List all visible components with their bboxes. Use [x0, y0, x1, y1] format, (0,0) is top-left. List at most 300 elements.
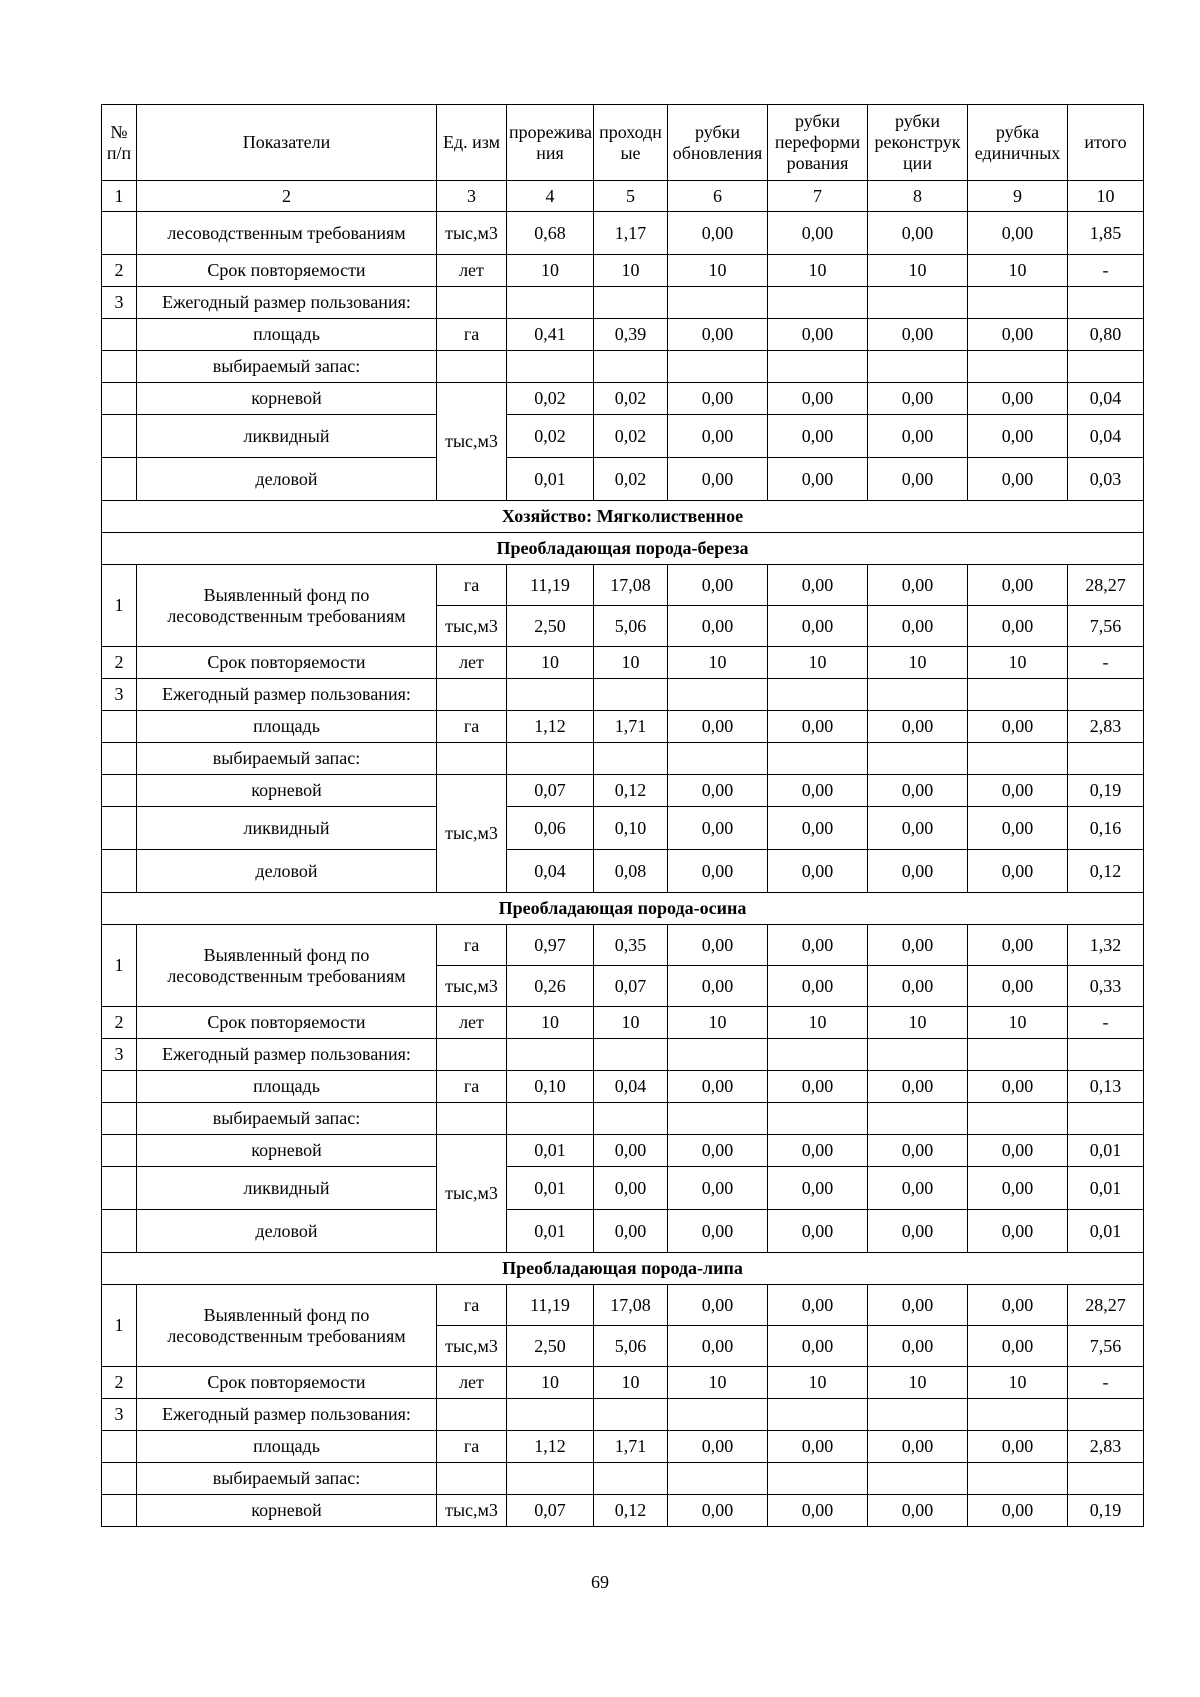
value-cell: 0,00	[868, 1326, 968, 1367]
row-number: 3	[102, 287, 137, 319]
value-cell: 0,00	[668, 565, 768, 606]
empty-cell	[868, 1463, 968, 1495]
row-number	[102, 1135, 137, 1167]
value-cell: 0,12	[594, 775, 668, 807]
value-cell: 10	[968, 647, 1068, 679]
value-cell: 0,00	[668, 850, 768, 893]
root-row	[102, 1135, 1144, 1167]
empty-cell	[868, 1399, 968, 1431]
page-number: 69	[591, 1572, 609, 1592]
row-number	[102, 1103, 137, 1135]
header-reformation: рубки переформи рования	[768, 105, 868, 181]
unit-cell: лет	[437, 255, 507, 287]
col-number: 8	[868, 181, 968, 212]
value-cell: 10	[868, 255, 968, 287]
value-cell: 0,12	[1068, 850, 1144, 893]
value-cell: 0,01	[1068, 1167, 1144, 1210]
value-cell: 0,07	[594, 966, 668, 1007]
indicator-label: корневой	[137, 383, 437, 415]
fund-row	[102, 925, 1144, 966]
value-cell: 0,00	[768, 807, 868, 850]
indicator-label: Срок повторяемости	[137, 1367, 437, 1399]
empty-cell	[668, 1103, 768, 1135]
value-cell: 2,83	[1068, 711, 1144, 743]
value-cell: 0,00	[968, 1071, 1068, 1103]
col-number: 6	[668, 181, 768, 212]
header-passing: проходн ые	[594, 105, 668, 181]
fund-label-line2: лесоводственным требованиям	[167, 1325, 406, 1346]
value-cell: 1,12	[507, 1431, 594, 1463]
value-cell: 0,00	[768, 565, 868, 606]
value-cell: 0,26	[507, 966, 594, 1007]
value-cell: 10	[507, 1007, 594, 1039]
fund-row	[102, 565, 1144, 606]
table-header-row	[102, 105, 1144, 181]
value-cell: 0,00	[668, 807, 768, 850]
business-row	[102, 850, 1144, 893]
empty-cell	[768, 287, 868, 319]
unit-cell: га	[437, 319, 507, 351]
empty-cell	[668, 743, 768, 775]
value-cell: 0,00	[768, 415, 868, 458]
empty-cell	[594, 1039, 668, 1071]
value-cell: 0,00	[668, 319, 768, 351]
value-cell: 0,00	[768, 458, 868, 501]
harvest-table	[101, 104, 1144, 1527]
row-number: 1	[102, 925, 137, 1007]
value-cell: 0,00	[868, 212, 968, 255]
empty-cell	[1068, 1463, 1144, 1495]
empty-cell	[437, 1103, 507, 1135]
value-cell: 0,00	[668, 606, 768, 647]
value-cell: 0,00	[968, 1431, 1068, 1463]
indicator-label: Ежегодный размер пользования:	[137, 1039, 437, 1071]
root-row	[102, 383, 1144, 415]
empty-cell	[594, 679, 668, 711]
unit-cell: тыс,м3	[437, 1326, 507, 1367]
header-total: итого	[1068, 105, 1144, 181]
value-cell: 0,00	[668, 925, 768, 966]
empty-cell	[968, 1103, 1068, 1135]
empty-cell	[507, 1399, 594, 1431]
unit-cell: лет	[437, 647, 507, 679]
header-single: рубка единичных	[968, 105, 1068, 181]
value-cell: 0,00	[768, 1167, 868, 1210]
row-number	[102, 807, 137, 850]
indicator-label: ликвидный	[137, 807, 437, 850]
header-unit: Ед. изм	[437, 105, 507, 181]
value-cell: 0,00	[968, 415, 1068, 458]
empty-cell	[668, 351, 768, 383]
value-cell: 0,00	[968, 1495, 1068, 1527]
indicator-label: Ежегодный размер пользования:	[137, 1399, 437, 1431]
value-cell: 10	[594, 255, 668, 287]
value-cell: 0,01	[507, 1135, 594, 1167]
section-title: Преобладающая порода-осина	[102, 893, 1144, 925]
empty-cell	[668, 1399, 768, 1431]
row-number: 2	[102, 255, 137, 287]
row-number	[102, 383, 137, 415]
empty-cell	[868, 679, 968, 711]
value-cell: 0,00	[668, 1431, 768, 1463]
fund-label	[137, 925, 437, 1007]
value-cell: 1,12	[507, 711, 594, 743]
empty-cell	[437, 1039, 507, 1071]
value-cell: 0,00	[668, 1135, 768, 1167]
value-cell: 0,00	[668, 1495, 768, 1527]
value-cell: 0,00	[968, 1210, 1068, 1253]
value-cell: 0,00	[668, 1210, 768, 1253]
indicator-label: выбираемый запас:	[137, 351, 437, 383]
value-cell: 10	[668, 1007, 768, 1039]
value-cell: 10	[868, 1367, 968, 1399]
stock-row	[102, 1103, 1144, 1135]
row-number	[102, 850, 137, 893]
value-cell: 0,00	[868, 711, 968, 743]
empty-cell	[968, 743, 1068, 775]
empty-cell	[594, 743, 668, 775]
empty-cell	[768, 1399, 868, 1431]
value-cell: 0,00	[768, 925, 868, 966]
value-cell: 10	[594, 1007, 668, 1039]
section-row	[102, 501, 1144, 533]
annual-row	[102, 1399, 1144, 1431]
empty-cell	[437, 1463, 507, 1495]
indicator-label: деловой	[137, 1210, 437, 1253]
stock-row	[102, 743, 1144, 775]
value-cell: 0,08	[594, 850, 668, 893]
value-cell: 10	[668, 647, 768, 679]
value-cell: 0,00	[668, 212, 768, 255]
value-cell: 0,04	[594, 1071, 668, 1103]
row-number	[102, 458, 137, 501]
value-cell: 0,12	[594, 1495, 668, 1527]
value-cell: 0,00	[768, 850, 868, 893]
value-cell: 2,83	[1068, 1431, 1144, 1463]
value-cell: 0,02	[594, 415, 668, 458]
unit-cell: га	[437, 1071, 507, 1103]
liquid-row	[102, 415, 1144, 458]
fund-label-line2: лесоводственным требованиям	[167, 965, 406, 986]
annual-row	[102, 1039, 1144, 1071]
empty-cell	[968, 1399, 1068, 1431]
row-number: 1	[102, 1285, 137, 1367]
value-cell: 0,01	[507, 1210, 594, 1253]
section-row	[102, 893, 1144, 925]
value-cell: 0,00	[668, 1167, 768, 1210]
value-cell: 0,00	[868, 850, 968, 893]
indicator-label: Срок повторяемости	[137, 255, 437, 287]
empty-cell	[507, 679, 594, 711]
business-row	[102, 458, 1144, 501]
value-cell: 0,03	[1068, 458, 1144, 501]
value-cell: 0,02	[507, 383, 594, 415]
empty-cell	[668, 1039, 768, 1071]
value-cell: 0,00	[668, 383, 768, 415]
fund-label-line1: Выявленный фонд по	[203, 944, 370, 965]
value-cell: 11,19	[507, 565, 594, 606]
fund-label-line1: Выявленный фонд по	[203, 1304, 370, 1325]
row-number	[102, 743, 137, 775]
value-cell: 1,71	[594, 711, 668, 743]
col-number: 1	[102, 181, 137, 212]
indicator-label: корневой	[137, 1135, 437, 1167]
value-cell: 0,07	[507, 1495, 594, 1527]
empty-cell	[507, 1103, 594, 1135]
value-cell: 28,27	[1068, 1285, 1144, 1326]
value-cell: 0,39	[594, 319, 668, 351]
value-cell: 0,00	[968, 850, 1068, 893]
value-cell: 0,00	[868, 565, 968, 606]
value-cell: 0,00	[968, 1326, 1068, 1367]
empty-cell	[594, 351, 668, 383]
value-cell: 10	[768, 1367, 868, 1399]
value-cell: 0,01	[507, 1167, 594, 1210]
empty-cell	[968, 679, 1068, 711]
value-cell: 0,02	[594, 383, 668, 415]
empty-cell	[594, 287, 668, 319]
indicator-label: выбираемый запас:	[137, 743, 437, 775]
empty-cell	[507, 1463, 594, 1495]
value-cell: 0,00	[668, 775, 768, 807]
value-cell: 10	[968, 1007, 1068, 1039]
empty-cell	[868, 1103, 968, 1135]
value-cell: 0,00	[668, 1071, 768, 1103]
col-number: 9	[968, 181, 1068, 212]
empty-cell	[437, 743, 507, 775]
col-number: 10	[1068, 181, 1144, 212]
value-cell: 0,00	[968, 807, 1068, 850]
value-cell: 0,00	[768, 1326, 868, 1367]
row-number	[102, 351, 137, 383]
value-cell: 0,00	[768, 1495, 868, 1527]
business-row	[102, 1210, 1144, 1253]
empty-cell	[768, 351, 868, 383]
value-cell: 0,00	[968, 1135, 1068, 1167]
col-number: 5	[594, 181, 668, 212]
header-indicators: Показатели	[137, 105, 437, 181]
unit-cell: тыс,м3	[437, 966, 507, 1007]
empty-cell	[594, 1399, 668, 1431]
unit-cell: га	[437, 711, 507, 743]
value-cell: 0,01	[1068, 1135, 1144, 1167]
value-cell: 0,10	[594, 807, 668, 850]
fund-label	[137, 1285, 437, 1367]
value-cell: 0,04	[507, 850, 594, 893]
value-cell: 0,00	[668, 711, 768, 743]
value-cell: 0,00	[868, 807, 968, 850]
indicator-label: лесоводственным требованиям	[137, 212, 437, 255]
empty-cell	[1068, 351, 1144, 383]
value-cell: 0,80	[1068, 319, 1144, 351]
empty-cell	[768, 1103, 868, 1135]
value-cell: 0,00	[968, 925, 1068, 966]
empty-cell	[594, 1103, 668, 1135]
repeat-row	[102, 1367, 1144, 1399]
value-cell: 7,56	[1068, 1326, 1144, 1367]
value-cell: 0,00	[968, 383, 1068, 415]
empty-cell	[968, 1463, 1068, 1495]
value-cell: 0,00	[868, 1135, 968, 1167]
value-cell: 0,00	[868, 458, 968, 501]
row-number: 2	[102, 1367, 137, 1399]
empty-cell	[668, 679, 768, 711]
value-cell: 0,00	[768, 966, 868, 1007]
stock-row	[102, 1463, 1144, 1495]
value-cell: 0,00	[968, 458, 1068, 501]
row-number	[102, 1463, 137, 1495]
fund-label-line1: Выявленный фонд по	[203, 584, 370, 605]
value-cell: 0,00	[868, 383, 968, 415]
value-cell: 28,27	[1068, 565, 1144, 606]
value-cell: 0,00	[968, 1167, 1068, 1210]
value-cell: 0,00	[868, 1071, 968, 1103]
value-cell: 0,00	[968, 319, 1068, 351]
empty-cell	[1068, 287, 1144, 319]
row-number: 3	[102, 1399, 137, 1431]
row-number	[102, 1167, 137, 1210]
annual-row	[102, 287, 1144, 319]
col-number: 7	[768, 181, 868, 212]
empty-cell	[437, 287, 507, 319]
fund-label-line2: лесоводственным требованиям	[167, 605, 406, 626]
empty-cell	[507, 1039, 594, 1071]
value-cell: 0,00	[968, 1285, 1068, 1326]
value-cell: 0,04	[1068, 415, 1144, 458]
value-cell: 1,71	[594, 1431, 668, 1463]
col-number: 2	[137, 181, 437, 212]
empty-cell	[768, 1463, 868, 1495]
empty-cell	[594, 1463, 668, 1495]
value-cell: 10	[768, 647, 868, 679]
empty-cell	[868, 1039, 968, 1071]
value-cell: 0,02	[594, 458, 668, 501]
value-cell: 0,41	[507, 319, 594, 351]
row-number	[102, 775, 137, 807]
value-cell: 10	[768, 1007, 868, 1039]
empty-cell	[1068, 1103, 1144, 1135]
unit-cell: лет	[437, 1367, 507, 1399]
empty-cell	[1068, 743, 1144, 775]
empty-cell	[507, 743, 594, 775]
row-number: 2	[102, 1007, 137, 1039]
row-number	[102, 212, 137, 255]
value-cell: 0,00	[968, 212, 1068, 255]
repeat-row	[102, 647, 1144, 679]
empty-cell	[1068, 1039, 1144, 1071]
indicator-label: Срок повторяемости	[137, 647, 437, 679]
value-cell: 0,16	[1068, 807, 1144, 850]
value-cell: 0,00	[768, 775, 868, 807]
value-cell: 10	[968, 255, 1068, 287]
row-number	[102, 1071, 137, 1103]
value-cell: 10	[668, 1367, 768, 1399]
value-cell: 0,00	[968, 606, 1068, 647]
value-cell: 0,00	[868, 966, 968, 1007]
value-cell: 0,00	[968, 565, 1068, 606]
liquid-row	[102, 1167, 1144, 1210]
empty-cell	[668, 1463, 768, 1495]
unit-cell: га	[437, 925, 507, 966]
root-row	[102, 1495, 1144, 1527]
value-cell: 0,00	[868, 1210, 968, 1253]
value-cell: 10	[507, 1367, 594, 1399]
section-title: Преобладающая порода-береза	[102, 533, 1144, 565]
value-cell: 0,19	[1068, 1495, 1144, 1527]
value-cell: 0,01	[507, 458, 594, 501]
value-cell: 0,00	[868, 925, 968, 966]
empty-cell	[668, 287, 768, 319]
value-cell: 17,08	[594, 1285, 668, 1326]
indicator-label: площадь	[137, 1431, 437, 1463]
value-cell: 1,17	[594, 212, 668, 255]
value-cell: 0,00	[668, 1285, 768, 1326]
row-number: 3	[102, 679, 137, 711]
empty-cell	[437, 679, 507, 711]
value-cell: 0,00	[768, 711, 868, 743]
value-cell: 0,00	[768, 212, 868, 255]
empty-cell	[868, 351, 968, 383]
value-cell: 0,00	[594, 1167, 668, 1210]
row-number	[102, 1495, 137, 1527]
repeat-row	[102, 1007, 1144, 1039]
fund-row	[102, 1285, 1144, 1326]
empty-cell	[968, 1039, 1068, 1071]
unit-cell: тыс,м3	[437, 1135, 507, 1253]
section-title: Преобладающая порода-липа	[102, 1253, 1144, 1285]
unit-cell: тыс,м3	[437, 212, 507, 255]
indicator-label: выбираемый запас:	[137, 1103, 437, 1135]
value-cell: 0,00	[768, 1285, 868, 1326]
unit-cell: тыс,м3	[437, 606, 507, 647]
value-cell: 0,00	[768, 1431, 868, 1463]
value-cell: 1,32	[1068, 925, 1144, 966]
value-cell: 0,00	[868, 606, 968, 647]
section-row	[102, 533, 1144, 565]
indicator-label: Ежегодный размер пользования:	[137, 287, 437, 319]
area-row	[102, 1071, 1144, 1103]
value-cell: 0,97	[507, 925, 594, 966]
section-row	[102, 1253, 1144, 1285]
row-number: 1	[102, 565, 137, 647]
section-title: Хозяйство: Мягколиственное	[102, 501, 1144, 533]
value-cell: 0,10	[507, 1071, 594, 1103]
value-cell: 5,06	[594, 606, 668, 647]
empty-cell	[507, 287, 594, 319]
value-cell: 10	[594, 647, 668, 679]
value-cell: 0,00	[868, 1431, 968, 1463]
value-cell: 0,00	[968, 966, 1068, 1007]
header-reconstruction: рубки реконструк ции	[868, 105, 968, 181]
empty-cell	[868, 743, 968, 775]
value-cell: 0,06	[507, 807, 594, 850]
row-number: 3	[102, 1039, 137, 1071]
value-cell: 10	[768, 255, 868, 287]
area-row	[102, 711, 1144, 743]
value-cell: 10	[868, 647, 968, 679]
empty-cell	[437, 1399, 507, 1431]
value-cell: 11,19	[507, 1285, 594, 1326]
header-no: № п/п	[102, 105, 137, 181]
value-cell: 2,50	[507, 1326, 594, 1367]
stock-row	[102, 351, 1144, 383]
value-cell: 0,01	[1068, 1210, 1144, 1253]
row-number	[102, 711, 137, 743]
indicator-label: площадь	[137, 711, 437, 743]
empty-cell	[968, 351, 1068, 383]
root-row	[102, 775, 1144, 807]
value-cell: 0,00	[768, 1071, 868, 1103]
